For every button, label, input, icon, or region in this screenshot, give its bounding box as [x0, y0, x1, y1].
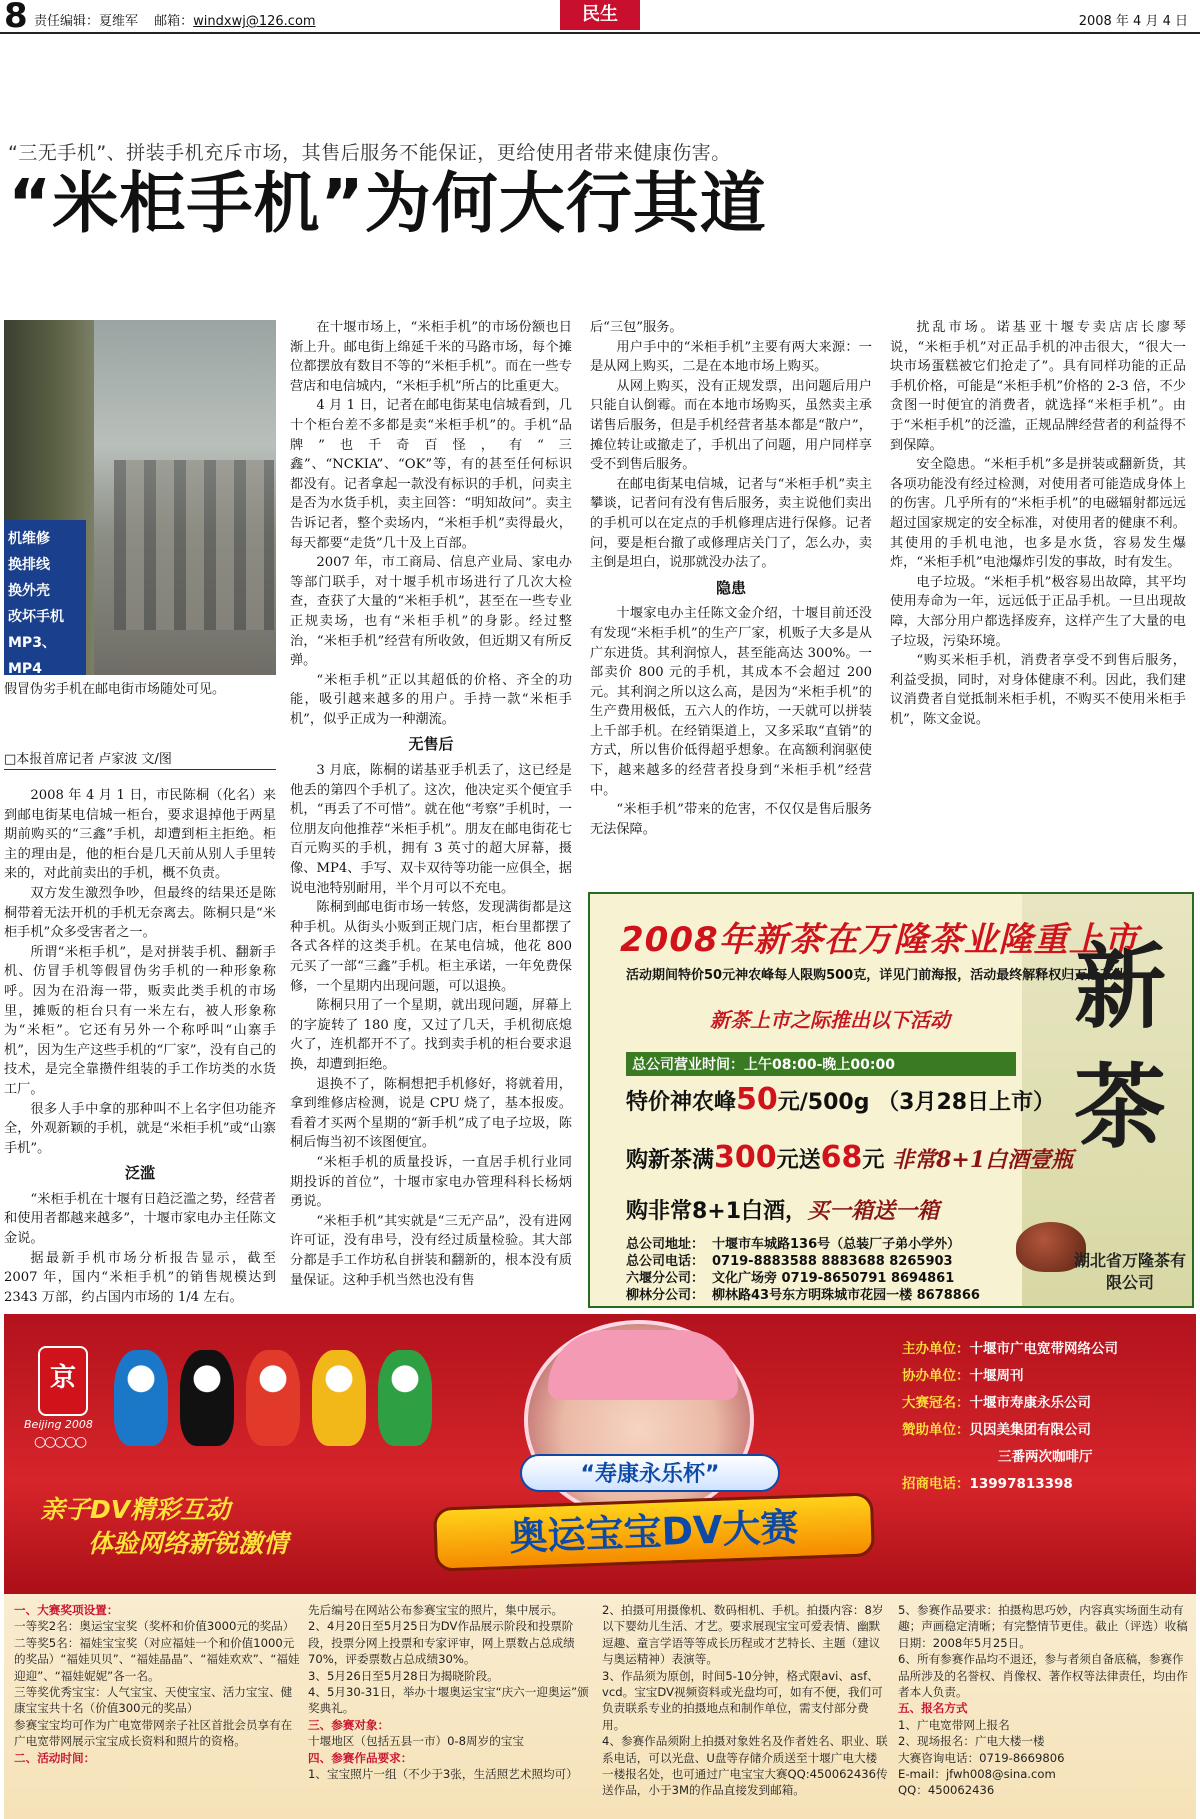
tea-company-name: 湖北省万隆茶有限公司	[1074, 1251, 1187, 1292]
paragraph: 很多人手中拿的那种叫不上名字但功能齐全，外观新颖的手机，就是“米柜手机”或“山寨手机”。	[4, 1101, 276, 1156]
mascot-yingying-icon	[312, 1350, 366, 1446]
contact-row	[626, 1253, 980, 1270]
mascot-jingjing-icon	[180, 1350, 234, 1446]
editor-email-link[interactable]: windxwj@126.com	[193, 14, 316, 29]
contact-key: 总公司电话：	[626, 1254, 705, 1269]
paragraph: 安全隐患。“米柜手机”多是拼装或翻新货，其各项功能没有经过检测，对使用者可能造成身体上的伤害。几乎所有的“米柜手机”的电磁辐射都远远超过国家规定的安全标准，对使用者的健康不利。其使用的手机电池，也多是水货，容易发生爆炸，“米柜手机”电池爆炸引发的事故，时有发生。	[890, 457, 1186, 571]
sponsor-phone: 13997813398	[969, 1476, 1073, 1492]
rule-line: 四、参赛作品要求：	[308, 1750, 413, 1765]
rule-line: 3、作品须为原创，时间5-10分钟，格式限avi、asf、vcd。宝宝DV视频资料或光盘均可，如有不便，我们可负责联系专业的拍摄地点和制作单位，需支付部分费用。	[602, 1668, 883, 1732]
sponsor-value: 十堰市广电宽带网络公司	[969, 1341, 1118, 1357]
paragraph: 扰乱市场。诺基亚十堰专卖店店长廖琴说，“米柜手机”对正品手机的冲击很大，“很大一块市场蛋糕被它们抢走了”。具有同样功能的正品手机价格，可能是“米柜手机”价格的 2-3 倍，不少贪图一时便宜的消费者，就选择“米柜手机”。由于“米柜手机”的泛滥，正规品牌经营者的利益得不到保障。	[890, 320, 1186, 453]
contact-row	[626, 1236, 980, 1253]
offer-text: 元送	[776, 1148, 821, 1173]
subhead-hazard: 隐患	[715, 578, 746, 597]
dv-contest-banner	[4, 1314, 1196, 1594]
sponsor-key: 大赛冠名：	[902, 1395, 970, 1411]
sign-line: 机维修	[8, 531, 50, 547]
email-label: 邮箱：	[154, 14, 194, 29]
rule-line: 先后编号在网站公布参赛宝宝的照片，集中展示。	[308, 1603, 564, 1617]
byline: □本报首席记者 卢家波 文/图	[4, 748, 276, 770]
offer-gift: 非常8+1白酒壹瓶	[892, 1147, 1074, 1173]
contest-cup-name: “寿康永乐杯”	[520, 1454, 780, 1492]
paragraph: 双方发生激烈争吵，但最终的结果还是陈桐带着无法开机的手机无奈离去。陈桐只是“米柜手机”众多受害者之一。	[4, 885, 276, 941]
olympic-rings-icon: ○○○○○	[34, 1434, 86, 1450]
photo-caption: 假冒伪劣手机在邮电街市场随处可见。	[4, 682, 226, 697]
article-deck: “三无手机”、拼装手机充斥市场，其售后服务不能保证，更给使用者带来健康伤害。	[8, 142, 731, 164]
rule-line: E-mail：jfwh008@sina.com	[898, 1767, 1056, 1782]
paragraph: 后“三包”服务。	[590, 320, 683, 335]
tea-advertisement	[588, 892, 1194, 1308]
tea-offer-1	[626, 1082, 1055, 1117]
paragraph: “米柜手机的质量投诉，一直居手机行业同期投诉的首位”，十堰市家电办管理科科长杨炳勇说。	[290, 1154, 572, 1210]
paragraph: 3 月底，陈桐的诺基亚手机丢了，这已经是他丢的第四个手机了。这次，他决定买个便宜手机，“再丢了不可惜”。就在他“考察”手机时，一位朋友向他推荐“米柜手机”。朋友在邮电街花七百元购买的手机，拥有 3 英寸的超大屏幕，摄像、MP4、手写、双卡双待等功能一应俱全，据说电池特别耐用，半个月可以不充电。	[290, 763, 572, 896]
street-market-photo	[4, 320, 276, 675]
page-number: 8	[4, 0, 28, 36]
tea-offer-2	[626, 1140, 1073, 1175]
article-column-2	[290, 318, 572, 1290]
mascot-beibei-icon	[114, 1350, 168, 1446]
sponsor-row	[902, 1417, 1192, 1444]
publication-date: 2008 年 4 月 4 日	[1078, 14, 1188, 29]
article-column-1	[4, 786, 276, 1307]
beijing-olympic-logo: 京	[38, 1346, 88, 1416]
sponsor-key: 招商电话：	[902, 1476, 970, 1492]
offer-text: 元/500g （3月28日上市）	[777, 1090, 1056, 1115]
offer-text: 购新茶满	[626, 1148, 715, 1173]
sponsor-row	[902, 1363, 1192, 1390]
paragraph: 电子垃圾。“米柜手机”极容易出故障，其平均使用寿命为一年，远远低于正品手机。一旦出现故障，大部分用户都选择废弃，这样产生了大量的电子垃圾，污染环境。	[890, 574, 1186, 649]
contact-value: 柳林路43号东方明珠城市花园一楼 8678866	[712, 1288, 980, 1303]
rule-line: 4、参赛作品须附上拍摄对象姓名及作者姓名、职业、联系电话，可以光盘、U盘等存储介质送至十堰广电大楼一楼报名处，也可通过广电宝宝大赛QQ:450062436传送作品，小于3M的作品直接发到邮箱。	[602, 1734, 888, 1798]
paragraph: 退换不了，陈桐想把手机修好，将就着用，拿到维修店检测，说是 CPU 烧了，基本报废。看着才买两个星期的“新手机”成了电子垃圾，陈桐后悔当初不该图便宜。	[290, 1076, 572, 1151]
paragraph: 4 月 1 日，记者在邮电街某电信城看到，几十个柜台差不多都是卖“米柜手机”的。手机“品牌”也千奇百怪，有“三鑫”、“NCKIA”、“OK”等，有的甚至任何标识都没有。记者拿起一款没有标识的手机，问卖主是否为水货手机，卖主回答：“明知故问”。卖主告诉记者，整个卖场内，“米柜手机”卖得最火，每天都要“走货”几十及上百部。	[290, 398, 572, 551]
sign-line: 改坏手机	[8, 609, 64, 625]
rules-column-4	[898, 1602, 1188, 1799]
rule-line: 五、报名方式	[898, 1701, 968, 1716]
banner-slogan-1: 亲子DV精彩互动	[40, 1495, 231, 1524]
photo-crowd	[114, 460, 274, 630]
contact-key: 柳林分公司：	[626, 1288, 705, 1303]
rule-line: 十堰地区（包括五县一市）0-8周岁的宝宝	[308, 1734, 525, 1749]
offer-text: 元	[862, 1148, 885, 1173]
rule-line: 二等奖5名：福娃宝宝奖（对应福娃一个和价值1000元的奖品）“福娃贝贝”、“福娃晶晶”、“福娃欢欢”、“福娃迎迎”、“福娃妮妮”各一名。	[14, 1635, 300, 1683]
paragraph: “米柜手机”其实就是“三无产品”，没有进网许可证，没有串号，没有经过质量检验。其大部分都是手工作坊私自拼装和翻新的，根本没有质量保证。这种手机当然也没有售	[290, 1213, 572, 1288]
offer-gift: 买一箱送一箱	[807, 1198, 940, 1224]
sponsor-value: 三番两次咖啡厅	[998, 1449, 1093, 1465]
sign-line: 换外壳	[8, 583, 50, 599]
rule-line: 4、5月30-31日，举办十堰奥运宝宝“庆六一迎奥运”颁奖典礼。	[308, 1685, 589, 1716]
editor-line	[34, 10, 328, 29]
mascot-huanhuan-icon	[246, 1350, 300, 1446]
contest-rules	[4, 1594, 1196, 1819]
contact-key: 总公司地址：	[626, 1237, 705, 1252]
contact-key: 六堰分公司：	[626, 1271, 705, 1286]
rule-line: 二、活动时间：	[14, 1750, 96, 1765]
offer-text: 购非常8+1白酒，	[626, 1199, 808, 1224]
sponsor-key: 主办单位：	[902, 1341, 970, 1357]
sponsor-row	[902, 1471, 1192, 1498]
editor-name: 责任编辑：夏维军	[34, 14, 139, 29]
sponsor-key: 协办单位：	[902, 1368, 970, 1384]
paragraph: 据最新手机市场分析报告显示，截至 2007 年，国内“米柜手机”的销售规模达到 2343 万部，约占国内市场的 1/4 左右。	[4, 1250, 276, 1305]
rule-line: 三等奖优秀宝宝：人气宝宝、天使宝宝、活力宝宝、健康宝宝共十名（价值300元的奖品）	[14, 1685, 293, 1716]
contact-value: 文化广场旁 0719-8650791 8694861	[712, 1271, 955, 1286]
tea-ad-note: 活动期间特价50元神农峰每人限购500克，详见门前海报，活动最终解释权归万隆茶业。	[626, 968, 1140, 983]
rule-line: 5、参赛作品要求：拍摄构思巧妙，内容真实场面生动有趣；声画稳定清晰；有完整情节更佳。截止（评选）收稿日期：2008年5月25日。	[898, 1603, 1188, 1650]
beijing-olympic-text: Beijing 2008	[24, 1418, 93, 1431]
paragraph: 2008 年 4 月 1 日，市民陈桐（化名）来到邮电街某电信城一柜台，要求退掉他于两星期前购买的“三鑫”手机，却遭到柜主拒绝。柜主的理由是，他的柜台是几天前从别人手里转来的，对此前卖出的手机，概不负责。	[4, 788, 276, 882]
rule-line: 2、4月20日至5月25日为DV作品展示阶段和投票阶段，投票分网上投票和专家评审，网上票数占总成绩70%，评委票数占总成绩30%。	[308, 1619, 575, 1667]
rule-line: 参赛宝宝均可作为广电宽带网亲子社区首批会员享有在广电宽带网展示宝宝成长资料和照片的资格。	[14, 1717, 293, 1749]
offer-amount: 68	[820, 1140, 863, 1175]
photo-repair-sign	[4, 520, 86, 675]
paragraph: “米柜手机”带来的危害，不仅仅是售后服务无法保障。	[590, 802, 872, 837]
rule-line: 2、拍摄可用摄像机、数码相机、手机。拍摄内容：8岁以下婴幼儿生活、才艺。要求展现宝宝可爱表情、幽默逗趣、童言学语等等成长历程或才艺特长、主题（建议与奥运精神）表演等。	[602, 1603, 884, 1667]
rule-line: 大赛咨询电话：0719-8669806	[898, 1750, 1065, 1765]
rule-line: 三、参赛对象：	[308, 1717, 390, 1732]
masthead	[0, 0, 1200, 34]
contact-value: 0719-8883588 8883688 8265903	[712, 1254, 953, 1269]
sign-line: 换排线	[8, 557, 50, 573]
sponsor-value: 贝因美集团有限公司	[969, 1422, 1091, 1438]
contact-row	[626, 1287, 980, 1304]
contact-value: 十堰市车城路136号（总装厂子弟小学外）	[712, 1237, 961, 1252]
offer-text: 特价神农峰	[626, 1090, 737, 1115]
rule-line: 一等奖2名：奥运宝宝奖（奖杯和价值3000元的奖品）	[14, 1619, 295, 1634]
tea-ad-title: 2008年新茶在万隆茶业隆重上市	[620, 920, 1139, 960]
baby-cap	[548, 1330, 738, 1400]
sponsor-value: 十堰市寿康永乐公司	[969, 1395, 1091, 1411]
paragraph: 用户手中的“米柜手机”主要有两大来源：一是从网上购买，二是在本地市场上购买。	[590, 339, 872, 375]
paragraph: “购买米柜手机，消费者享受不到售后服务，利益受损，同时，对身体健康不利。因此，我们建议消费者自觉抵制米柜手机，不购买不使用米柜手机”，陈文金说。	[890, 653, 1186, 727]
rule-line: 1、宝宝照片一组（不少于3张，生活照艺术照均可）	[308, 1767, 578, 1782]
tea-offer-3	[626, 1194, 939, 1225]
banner-slogan-2: 体验网络新锐激情	[88, 1529, 289, 1558]
article-column-3	[590, 318, 872, 839]
subhead-no-after-sales: 无售后	[408, 735, 454, 754]
paragraph: 陈桐只用了一个星期，就出现问题，屏幕上的字旋转了 180 度，又过了几天，手机彻底熄火了，连机都开不了。找到卖手机的柜台要求退换，却遭到拒绝。	[290, 998, 572, 1072]
article-column-4	[890, 318, 1186, 729]
mascot-nini-icon	[378, 1350, 432, 1446]
subhead-flood: 泛滥	[124, 1164, 155, 1183]
contest-title: 奥运宝宝DV大赛	[433, 1492, 875, 1571]
tea-calligraphy-new: 新	[1073, 933, 1166, 1041]
rule-line: 1、广电宽带网上报名	[898, 1717, 1010, 1732]
rule-line: 一、大赛奖项设置：	[14, 1603, 119, 1617]
paragraph: 所谓“米柜手机”，是对拼装手机、翻新手机、仿冒手机等假冒伪劣手机的一种形象称呼。因为在沿海一带，贩卖此类手机的市场里，摊贩的柜台只有一米左右，被人形象称为“米柜”。它还有另外一个称呼叫“山寨手机”，因为生产这些手机的“厂家”，没有自己的技术，是完全靠攒件组装的手工作坊类的水货工厂。	[4, 944, 276, 1097]
paragraph: 在十堰市场上，“米柜手机”的市场份额也日渐上升。邮电街上绵延千米的马路市场，每个摊位都摆放有数目不等的“米柜手机”。而在一些专营店和电信城内，“米柜手机”所占的比重更大。	[290, 320, 572, 394]
sign-line: MP3、MP4	[8, 635, 56, 675]
article-headline: “米柜手机”为何大行其道	[8, 165, 767, 242]
offer-amount: 300	[714, 1140, 777, 1175]
tea-calligraphy-tea: 茶	[1073, 1053, 1166, 1161]
rules-column-3	[602, 1602, 888, 1799]
paragraph: 在邮电街某电信城，记者与“米柜手机”卖主攀谈，记者问有没有售后服务，卖主说他们卖出的手机可以在定点的手机修理店进行保修。记者问，要是柜台撤了或修理店关门了，怎么办，卖主倒是坦白，说那就没办法了。	[590, 476, 872, 571]
sponsor-row	[902, 1336, 1192, 1363]
sponsor-row	[902, 1444, 1192, 1471]
rule-line: 6、所有参赛作品均不退还，参与者须自备底稿，参赛作品所涉及的名誉权、肖像权、著作权等法律责任，均由作者本人负责。	[898, 1652, 1188, 1700]
paragraph: “米柜手机”正以其超低的价格、齐全的功能，吸引越来越多的用户。手持一款“米柜手机”，似乎正成为一种潮流。	[290, 672, 572, 727]
paragraph: 从网上购买，没有正规发票，出问题后用户只能自认倒霉。而在本地市场购买，虽然卖主承诺售后服务，但是手机经营者基本都是“散户”，摊位转让或撤走了，手机出了问题，用户同样享受不到售后服务。	[590, 378, 872, 473]
sponsor-key: 赞助单位：	[902, 1422, 970, 1438]
tea-ad-hours: 总公司营业时间：上午08:00-晚上00:00	[626, 1052, 1016, 1076]
tea-ad-contacts	[626, 1236, 980, 1304]
rule-line: 3、5月26日至5月28日为揭晓阶段。	[308, 1668, 499, 1683]
rule-line: 2、现场报名：广电大楼一楼	[898, 1734, 1045, 1749]
contact-row	[626, 1270, 980, 1287]
sponsor-list	[902, 1336, 1192, 1498]
sponsor-row	[902, 1390, 1192, 1417]
rule-line: QQ：450062436	[898, 1783, 995, 1798]
rules-column-1	[14, 1602, 300, 1766]
paragraph: 2007 年，市工商局、信息产业局、家电办等部门联手，对十堰手机市场进行了几次大检查，查获了大量的“米柜手机”，甚至在一些专业正规卖场，也有“米柜手机”的身影。经过整治，“米柜手机”经营有所收敛，但近期又有所反弹。	[290, 555, 572, 669]
sponsor-value: 十堰周刊	[969, 1368, 1024, 1384]
rules-column-2	[308, 1602, 594, 1782]
section-tab: 民生	[560, 0, 640, 30]
paragraph: 十堰家电办主任陈文金介绍，十堰目前还没有发现“米柜手机”的生产厂家，机贩子大多是从广东进货。其利润惊人，甚至能高达 300%。一部卖价 800 元的手机，其成本不会超过 200 元。其利润之所以这么高，是因为“米柜手机”的生产费用极低，五六人的作坊，一天就可以拼装上千部手机。在经销渠道上，又多采取“直销”的方式，所以售价低得超乎想象。在高额利润驱使下，越来越多的经营者投身到“米柜手机”经营中。	[590, 606, 872, 798]
tea-ad-activity: 新茶上市之际推出以下活动	[710, 1008, 950, 1032]
offer-price: 50	[736, 1082, 778, 1117]
paragraph: “米柜手机在十堰有日趋泛滥之势，经营者和使用者都越来越多”，十堰市家电办主任陈文金说。	[4, 1191, 276, 1247]
paragraph: 陈桐到邮电街市场一转悠，发现满街都是这种手机。从街头小贩到正规门店，柜台里都摆了各式各样的这类手机。在某电信城，他花 800 元买了一部“三鑫”手机。柜主承诺，一年免费保修，一个星期内出现问题，可以退换。	[290, 900, 572, 994]
